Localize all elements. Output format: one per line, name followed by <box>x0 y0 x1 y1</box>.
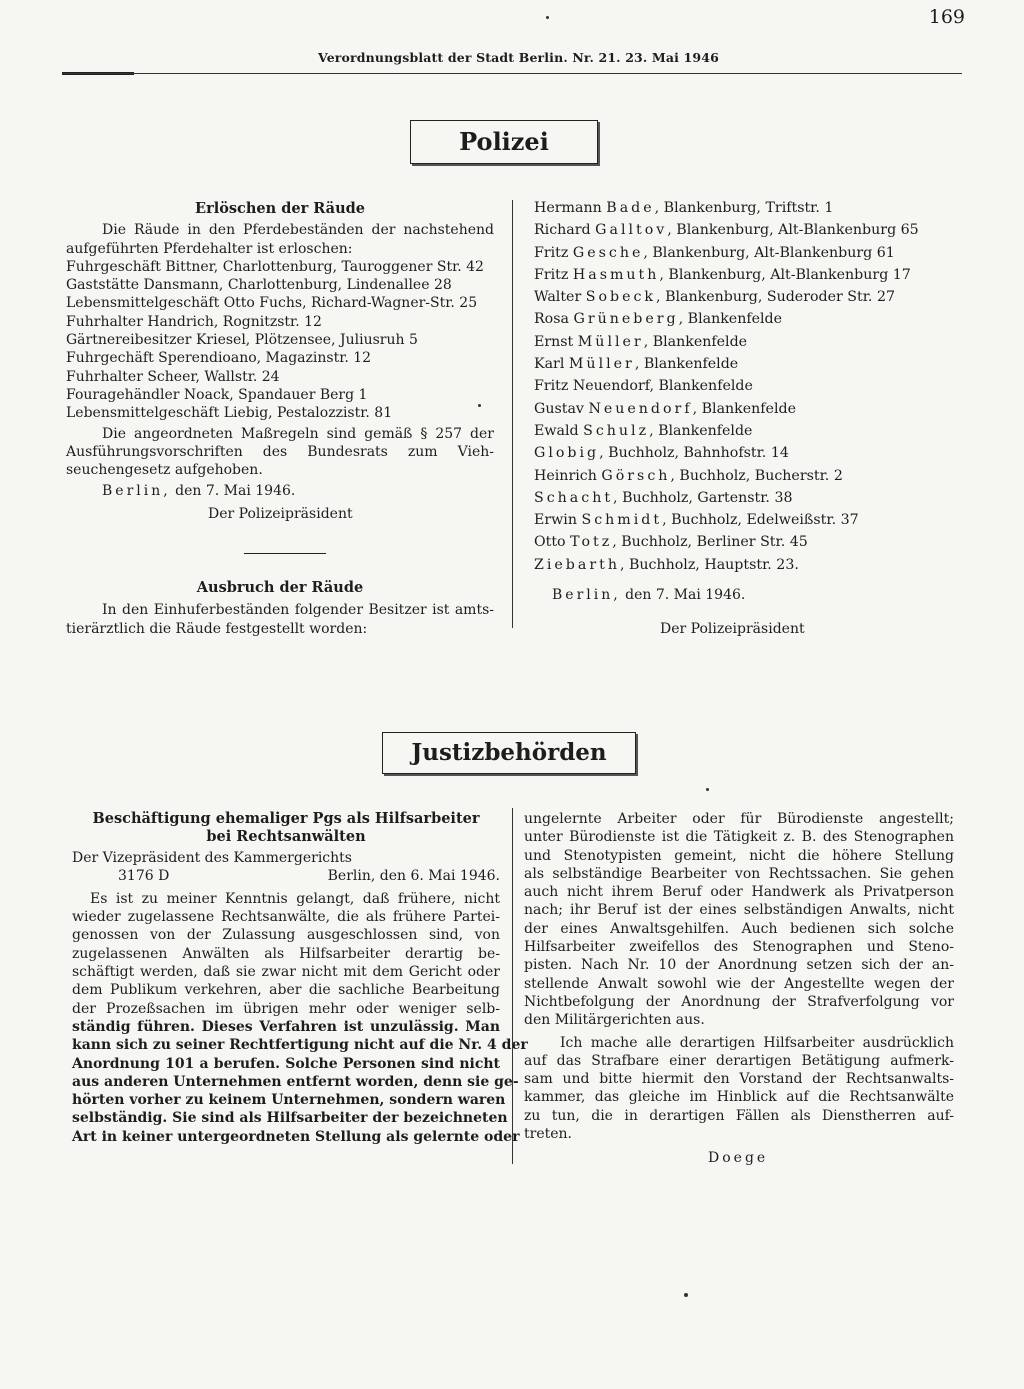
owner-address: , Blankenfelde <box>692 400 796 417</box>
text-line: selbständig. Sie sind als Hilfsarbeiter der bezeichneten <box>72 1110 508 1127</box>
owner-surname: Schacht <box>534 489 614 506</box>
owner-entry <box>534 286 974 308</box>
owner-surname: Bade <box>606 200 655 216</box>
text-line: auch nicht ihrem Beruf oder Handwerk als Privatperson <box>524 884 954 901</box>
owner-first-name: Ewald <box>534 422 579 439</box>
text-line: ungelernte Arbeiter oder für Bürodienste angestellt; <box>524 811 954 827</box>
text-line: dem Publikum verkehren, aber die sachliche Bearbeitung <box>72 982 500 999</box>
owner-address: , Blankenburg, Alt-Blankenburg 61 <box>643 244 895 261</box>
owner-entry <box>534 219 974 241</box>
text-line: Es ist zu meiner Kenntnis gelangt, daß frühere, nicht <box>90 890 500 907</box>
text-line: nach; ihr Beruf ist der eines selbständigen Anwalts, nicht <box>524 902 954 919</box>
date: den 7. Mai 1946. <box>625 587 746 603</box>
text-line: hörten vorher zu keinem Unternehmen, sondern waren <box>72 1092 506 1109</box>
owner-surname: Galltov <box>595 222 668 239</box>
text-line: Ich mache alle derartigen Hilfsarbeiter ausdrücklich <box>560 1034 954 1051</box>
article-title: Erlöschen der Räude <box>195 200 365 217</box>
list-item: Gärtnereibesitzer Kriesel, Plötzensee, Juliusruh 5 <box>66 332 418 349</box>
text-line: kammer, das gleiche im Hinblick auf die Rechtsanwälte <box>524 1089 954 1106</box>
owner-first-name: Gustav <box>534 400 584 417</box>
text-line: den Militärgerichten aus. <box>524 1012 705 1029</box>
article-ausbruch <box>66 579 494 638</box>
owner-address: , Blankenburg, Alt-Blankenburg 65 <box>667 222 919 239</box>
text-line: Ausführungsvorschriften des Bundesrats zum Vieh- <box>66 443 494 460</box>
date-line <box>66 482 494 500</box>
owner-address: , Buchholz, Gartenstr. 38 <box>613 489 793 506</box>
column-rule <box>512 808 513 1164</box>
article-title: Ausbruch der Räude <box>196 579 364 596</box>
reference-line <box>72 867 500 887</box>
owner-surname: Hasmuth <box>572 266 660 283</box>
issuer: Der Vizepräsident des Kammergerichts <box>72 849 352 866</box>
reference-number: 3176 D <box>118 867 170 884</box>
owner-address: , Buchholz, Edelweißstr. 37 <box>662 512 859 529</box>
section-title-polizei: Polizei <box>410 120 598 164</box>
owner-address: , Buchholz, Bucherstr. 2 <box>670 467 843 484</box>
holder-list <box>66 258 494 423</box>
owner-surname: Görsch <box>601 467 671 484</box>
text-line: ständig führen. Dieses Verfahren ist unzulässig. Man <box>72 1018 500 1035</box>
owner-entry <box>534 509 974 531</box>
owner-entry <box>534 353 974 375</box>
running-head: Verordnungsblatt der Stadt Berlin. Nr. 21. 23. Mai 1946 <box>318 50 719 65</box>
list-item: Fuhrhalter Handrich, Rognitzstr. 12 <box>66 313 322 330</box>
text-line: wieder zugelassene Rechtsanwälte, die als frühere Partei- <box>72 909 500 926</box>
article-beschaeftigung-continued <box>524 810 954 1168</box>
divider <box>244 553 326 554</box>
owner-first-name: Richard <box>534 222 591 239</box>
text-line: Art in keiner untergeordneten Stellung als gelernte oder <box>72 1128 520 1145</box>
date: den 7. Mai 1946. <box>175 483 296 500</box>
text-line: Hilfsarbeiter zweifellos des Stenographen und Steno- <box>524 939 954 956</box>
text-line: pisten. Nach Nr. 10 der Anordnung setzen sich der an- <box>524 957 954 974</box>
list-item: Fuhrhalter Scheer, Wallstr. 24 <box>66 368 280 385</box>
owner-address: , Blankenfelde <box>643 333 748 350</box>
owner-address: , Blankenburg, Suderoder Str. 27 <box>656 289 896 306</box>
owner-entry <box>534 242 974 264</box>
owner-entry <box>534 264 974 286</box>
owner-entry <box>534 487 974 509</box>
page-number: 169 <box>928 6 965 28</box>
owner-first-name: Heinrich <box>534 467 597 484</box>
text-line: sam und bitte hiermit den Vorstand der Rechtsanwalts- <box>524 1071 954 1088</box>
text-line: auf das Strafbare einer derartigen Betätigung aufmerk- <box>524 1052 954 1069</box>
owner-first-name: Ernst <box>534 333 574 350</box>
owner-address: , Blankenfelde <box>678 311 782 328</box>
owner-address: , Buchholz, Bahnhofstr. 14 <box>599 445 789 462</box>
owner-first-name: Fritz Neuendorf <box>534 378 650 395</box>
owner-entry <box>534 465 974 487</box>
text-line: kann sich zu seiner Rechtfertigung nicht auf die Nr. 4 der <box>72 1037 528 1054</box>
owner-entry <box>534 197 974 219</box>
text-line: In den Einhuferbeständen folgender Besitzer ist amts- <box>102 602 494 619</box>
owner-address: , Blankenfelde <box>649 378 753 395</box>
signature: Der Polizeipräsident <box>660 621 805 637</box>
text-line: Nichtbefolgung der Anordnung der Strafverfolgung vor <box>524 993 954 1010</box>
text-line: der eines Anwaltsgehilfen. Auch bedienen sich solche <box>524 920 954 937</box>
text-line: aufgeführten Pferdehalter ist erloschen: <box>66 240 353 257</box>
section-title-justiz: Justizbehörden <box>382 732 636 774</box>
owner-first-name: Rosa <box>534 311 569 328</box>
owner-entry <box>534 531 974 553</box>
text-line: unter Bürodienste ist die Tätigkeit z. B. des Stenographen <box>524 829 954 846</box>
owner-surname: Ziebarth <box>534 556 620 573</box>
column-rule <box>512 200 513 628</box>
text-line: treten. <box>524 1126 572 1143</box>
owner-surname: Schmidt <box>581 512 663 529</box>
owner-surname: Neuendorf <box>588 400 693 417</box>
list-item: Fuhrgechäft Sperendioano, Magazinstr. 12 <box>66 350 372 367</box>
signature: Doege <box>708 1150 769 1167</box>
owner-surname: Grüneberg <box>573 311 679 328</box>
text-line: schäftigt werden, daß sie zwar nicht mit dem Gericht oder <box>72 964 500 981</box>
owner-first-name: Walter <box>534 289 582 306</box>
owner-first-name: Karl <box>534 356 565 373</box>
scan-speck <box>706 788 709 791</box>
list-item: Gaststätte Dansmann, Charlottenburg, Lindenallee 28 <box>66 277 452 294</box>
owner-entry <box>534 420 974 442</box>
scan-speck <box>546 16 549 19</box>
owner-entry <box>534 554 974 576</box>
text-line: stellende Anwalt sowohl wie der Angestellte wegen der <box>524 975 954 992</box>
owner-entry <box>534 442 974 464</box>
text-line: Die Räude in den Pferdebeständen der nachstehend <box>102 222 494 239</box>
owner-first-name: Hermann <box>534 200 602 216</box>
place: Berlin, <box>102 483 171 500</box>
article-beschaeftigung <box>72 810 528 1146</box>
owner-surname: Schulz <box>583 422 650 439</box>
owner-address: , Blankenburg, Triftstr. 1 <box>654 200 834 216</box>
list-item: Lebensmittelgeschäft Liebig, Pestalozzistr. 81 <box>66 405 393 422</box>
text-line: tierärztlich die Räude festgestellt worden: <box>66 620 368 637</box>
text-line: Die angeordneten Maßregeln sind gemäß § 257 der <box>102 425 494 442</box>
text-line: zu tun, die in derartigen Fällen als Dienstherren auf- <box>524 1107 954 1124</box>
text-line: und Stenotypisten gemeint, nicht die höhere Stellung <box>524 847 954 864</box>
list-item: Fouragehändler Noack, Spandauer Berg 1 <box>66 386 368 403</box>
article-title-line2: bei Rechtsanwälten <box>206 828 366 846</box>
date-line <box>552 586 745 604</box>
owner-first-name: Otto <box>534 534 566 551</box>
owner-surname: Sobeck <box>585 289 657 306</box>
owner-first-name: Erwin <box>534 512 577 529</box>
header-rule <box>62 73 962 74</box>
scan-speck <box>684 1293 688 1297</box>
owner-address: , Blankenburg, Alt-Blankenburg 17 <box>659 266 911 283</box>
owner-entry <box>534 308 974 330</box>
text-line: als selbständige Bearbeiter von Rechtssachen. Sie gehen <box>524 865 954 882</box>
owner-first-name: Fritz <box>534 266 569 283</box>
list-item: Lebensmittelgeschäft Otto Fuchs, Richard-Wagner-Str. 25 <box>66 295 478 312</box>
signature: Der Polizeipräsident <box>208 505 353 522</box>
owner-list <box>534 197 974 576</box>
text-line: der Prozeßsachen im übrigen mehr oder weniger selb- <box>72 1000 500 1017</box>
text-line: genossen von der Zulassung ausgeschlossen sind, von <box>72 927 500 944</box>
place-date: Berlin, den 6. Mai 1946. <box>327 867 500 884</box>
owner-surname: Globig <box>534 445 600 462</box>
place: Berlin, <box>552 587 621 603</box>
text-line: aus anderen Unternehmen entfernt worden, denn sie ge- <box>72 1073 519 1090</box>
owner-surname: Müller <box>568 356 635 373</box>
article-erloeschen <box>66 200 494 523</box>
owner-surname: Gesche <box>572 244 644 261</box>
article-title: Beschäftigung ehemaliger Pgs als Hilfsarbeiter <box>92 810 480 827</box>
text-line: seuchengesetz aufgehoben. <box>66 462 263 479</box>
owner-entry <box>534 331 974 353</box>
scan-speck <box>478 404 481 407</box>
owner-entry <box>534 375 974 397</box>
owner-first-name: Fritz <box>534 244 569 261</box>
owner-entry <box>534 398 974 420</box>
owner-address: , Buchholz, Hauptstr. 23. <box>619 556 799 573</box>
list-item: Fuhrgeschäft Bittner, Charlottenburg, Tauroggener Str. 42 <box>66 258 484 275</box>
owner-address: , Blankenfelde <box>649 422 753 439</box>
owner-surname: Müller <box>577 333 644 350</box>
owner-address: , Blankenfelde <box>634 356 739 373</box>
text-line: Anordnung 101 a berufen. Solche Personen sind nicht <box>72 1055 500 1072</box>
text-line: zugelassenen Anwälten als Hilfsarbeiter derartig be- <box>72 945 500 962</box>
owner-surname: Totz <box>570 534 613 551</box>
owner-address: , Buchholz, Berliner Str. 45 <box>612 534 808 551</box>
